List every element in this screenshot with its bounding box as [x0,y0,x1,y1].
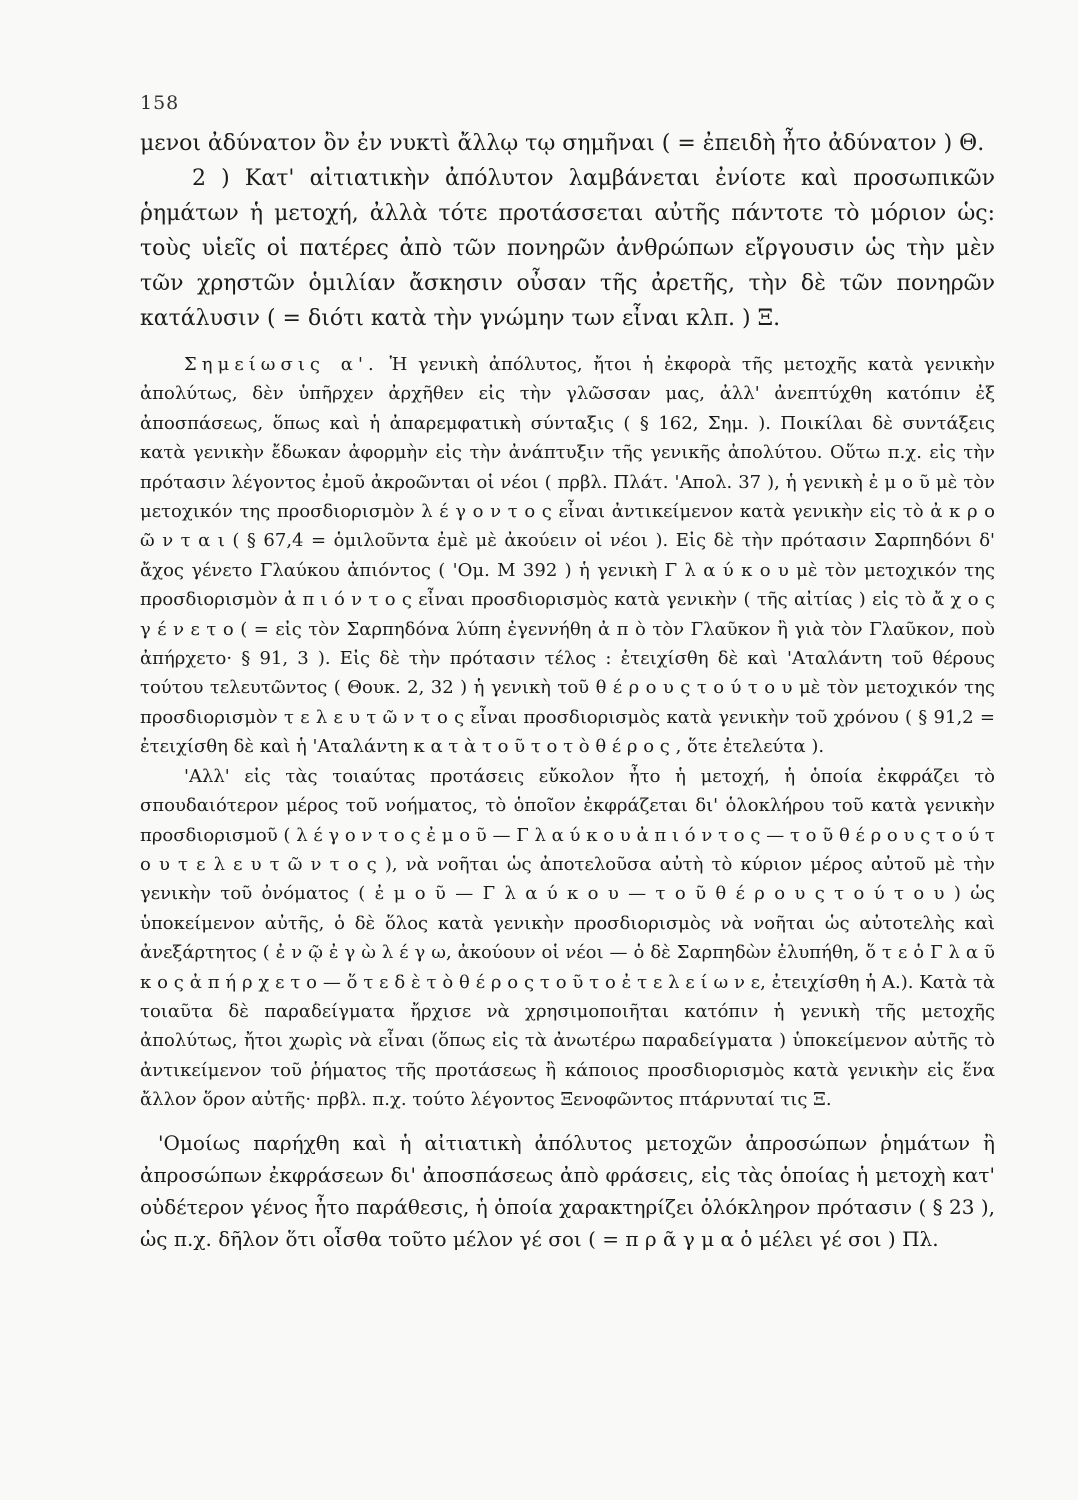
note-section [140,350,995,1115]
paragraph-2: 2 ) Κατ' αἰτιατικὴν ἀπόλυτον λαμβάνεται ἐνίοτε καὶ προσωπικῶν ῥημάτων ἡ μετοχή, ἀλλὰ τότε προτάσσεται αὐτῆς πάντοτε τὸ μόριον ὡς: τοὺς υἱεῖς οἱ πατέρες ἀπὸ τῶν πονηρῶν ἀνθρώπων εἴργουσιν ὡς τὴν μὲν τῶν χρηστῶν ὁμιλίαν ἄσκησιν οὖσαν τῆς ἀρετῆς, τὴν δὲ τῶν πονηρῶν κατάλυσιν ( = διότι κατὰ τὴν γνώμην των εἶναι κλπ. ) Ξ. [140,166,995,331]
closing-paragraph: 'Ομοίως παρήχθη καὶ ἡ αἰτιατικὴ ἀπόλυτος μετοχῶν ἀπροσώπων ῥημάτων ἢ ἀπροσώπων ἐκφράσεων δι' ἀποσπάσεως ἀπὸ φράσεις, εἰς τὰς ὁποίας ἡ μετοχὴ κατ' οὐδέτερον γένος ἦτο παράθεσις, ἡ ὁποία χαρακτηρίζει ὁλόκληρον πρότασιν ( § 23 ), ὡς π.χ. δῆλον ὅτι οἶσθα τοῦτο μέλον γέ σοι ( = π ρ ᾶ γ μ α ὁ μέλει γέ σοι ) Πλ. [140,1130,995,1251]
main-text [140,126,995,336]
note-paragraph-2: 'Αλλ' εἰς τὰς τοιαύτας προτάσεις εὔκολον ἦτο ἡ μετοχή, ἡ ὁποία ἐκφράζει τὸ σπουδαιότερον μέρος τοῦ νοήματος, τὸ ὁποῖον ἐκφράζεται δι' ὁλοκλήρου τοῦ κατὰ γενικὴν προσδιορισμοῦ ( λ έ γ ο ν τ ο ς ἐ μ ο ῦ — Γ λ α ύ κ ο υ ἀ π ι ό ν τ ο ς — τ ο ῦ θ έ ρ ο υ ς τ ο ύ τ ο υ τ ε λ ε υ τ ῶ ν τ ο ς ), νὰ νοῆται ὡς ἀποτελοῦσα αὐτὴ τὸ κύριον μέρος αὐτοῦ μὲ τὴν γενικὴν τοῦ ὀνόματος ( ἐ μ ο ῦ — Γ λ α ύ κ ο υ — τ ο ῦ θ έ ρ ο υ ς τ ο ύ τ ο υ ) ὡς ὑποκείμενον αὐτῆς, ὁ δὲ ὅλος κατὰ γενικὴν προσδιορισμὸς νὰ νοῆται ὡς αὐτοτελὴς καὶ ἀνεξάρτητος ( ἐ ν ῷ ἐ γ ὼ λ έ γ ω, ἀκούουν οἱ νέοι — ὁ δὲ Σαρπηδὼν ἐλυπήθη, ὅ τ ε ὁ Γ λ α ῦ κ ο ς ἀ π ή ρ χ ε τ ο — ὅ τ ε δ ὲ τ ὸ θ έ ρ ο ς τ ο ῦ τ ο ἐ τ ε λ ε ί ω ν ε, ἐτειχίσθη ἡ Α.). Κατὰ τὰ τοιαῦτα δὲ παραδείγματα ἤρχισε νὰ χρησιμοποιῆται κατόπιν ἡ γενικὴ τῆς μετοχῆς ἀπολύτως, ἤτοι χωρὶς νὰ εἶναι (ὅπως εἰς τὰ ἀνωτέρω παραδείγματα ) ὑποκείμενον αὐτῆς τὸ ἀντικείμενον τοῦ ῥήματος τῆς προτάσεως ἢ κάποιος προσδιορισμὸς κατὰ γενικὴν εἰς ἕνα ἄλλον ὅρον αὐτῆς· πρβλ. π.χ. τούτο λέγοντος Ξενοφῶντος πτάρνυταί τις Ξ. [140,765,995,1111]
paragraph-1: μενοι ἀδύνατον ὂν ἐν νυκτὶ ἄλλῳ τῳ σημῆναι ( = ἐπειδὴ ἦτο ἀδύνατον ) Θ. [140,131,985,156]
note-paragraph-1 [140,350,995,762]
note-label: Σημείωσις α'. [184,354,379,375]
note-text-1: Ἡ γενικὴ ἀπόλυτος, ἤτοι ἡ ἐκφορὰ τῆς μετοχῆς κατὰ γενικὴν ἀπολύτως, δὲν ὑπῆρχεν ἀρχῆθεν εἰς τὴν γλῶσσαν μας, ἀλλ' ἀνεπτύχθη κατόπιν ἐξ ἀποσπάσεως, ὅπως καὶ ἡ ἀπαρεμφατικὴ σύνταξις ( § 162, Σημ. ). Ποικίλαι δὲ συντάξεις κατὰ γενικὴν ἔδωκαν ἀφορμὴν εἰς τὴν ἀνάπτυξιν τῆς γενικῆς ἀπολύτου. Οὕτω π.χ. εἰς τὴν πρότασιν λέγοντος ἐμοῦ ἀκροῶνται οἱ νέοι ( πρβλ. Πλάτ. 'Απολ. 37 ), ἡ γενικὴ ἐ μ ο ῦ μὲ τὸν μετοχικόν της προσδιορισμὸν λ έ γ ο ν τ ο ς εἶναι ἀντικείμενον κατὰ γενικὴν εἰς τὸ ἀ κ ρ ο ῶ ν τ α ι ( § 67,4 = ὁμιλοῦντα ἐμὲ μὲ ἀκούειν οἱ νέοι ). Εἰς δὲ τὴν πρότασιν Σαρπηδόνι δ' ἄχος γένετο Γλαύκου ἀπιόντος ( 'Ομ. Μ 392 ) ἡ γενικὴ Γ λ α ύ κ ο υ μὲ τὸν μετοχικόν της προσδιορισμὸν ἀ π ι ό ν τ ο ς εἶναι προσδιορισμὸς κατὰ γενικὴν ( τῆς αἰτίας ) εἰς τὸ ἄ χ ο ς γ έ ν ε τ ο ( = εἰς τὸν Σαρπηδόνα λύπη ἐγεννήθη ἀ π ὸ τὸν Γλαῦκον ἢ γιὰ τὸν Γλαῦκον, ποὺ ἀπήρχετο· § 91, 3 ). Εἰς δὲ τὴν πρότασιν τέλος : ἐτειχίσθη δὲ καὶ 'Αταλάντη τοῦ θέρους τούτου τελευτῶντος ( Θουκ. 2, 32 ) ἡ γενικὴ τοῦ θ έ ρ ο υ ς τ ο ύ τ ο υ μὲ τὸν μετοχικόν της προσδιορισμὸν τ ε λ ε υ τ ῶ ν τ ο ς εἶναι προσδιορισμὸς κατὰ γενικὴν τοῦ χρόνου ( § 91,2 = ἐτειχίσθη δὲ καὶ ἡ 'Αταλάντη κ α τ ὰ τ ο ῦ τ ο τ ὸ θ έ ρ ο ς , ὅτε ἐτελεύτα ). [140,354,995,758]
page-number: 158 [140,92,180,114]
page-body [140,126,995,1255]
closing-section [140,1127,995,1255]
